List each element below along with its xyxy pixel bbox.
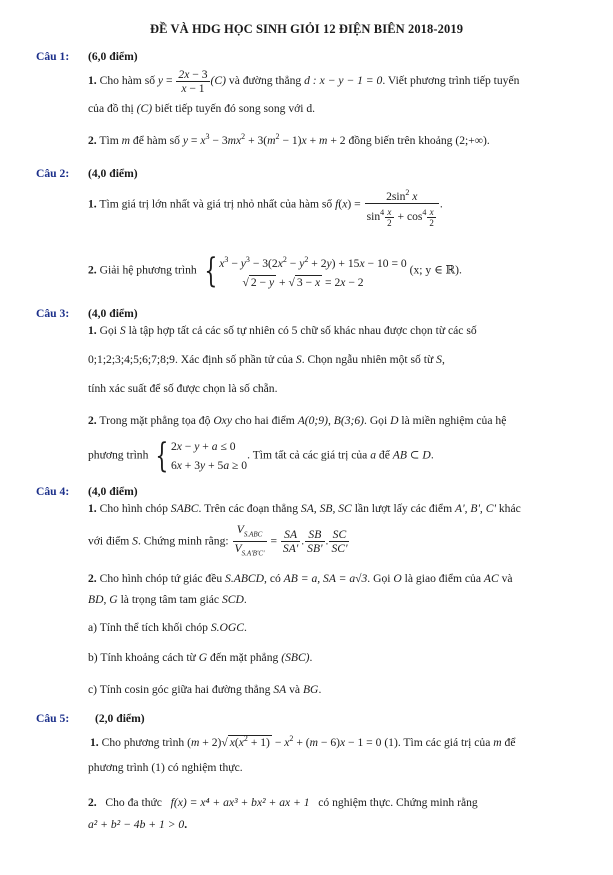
q4-part2b: b) Tính khoảng cách từ G đến mặt phẳng (SBC).: [88, 651, 313, 664]
question-points-3: (4,0 điểm): [88, 307, 138, 320]
q2-part2: 2. Giải hệ phương trình { $x^3 - y^3 - 3(2x^2 - y^2 + 2y) + 15x - 10 = 0$ √ 2 − y + √ 3 − x = 2x − 2 (x; y ∈ ℝ).: [88, 250, 462, 291]
question-points-1: (6,0 điểm): [88, 50, 138, 63]
fraction: $\frac{SB}{SB'}$: [307, 528, 323, 556]
q3-part1-line1: 1. Gọi S là tập hợp tất cả các số tự nhiên có 5 chữ số khác nhau được chọn từ các số: [88, 324, 477, 337]
q1-part1-line1: 1. Cho hàm số y = $\frac{2x - 3}{x - 1}$ (C) và đường thẳng d : x − y − 1 = 0. Viết phương trình tiếp tuyến: [88, 68, 520, 95]
fraction: $\frac{SC}{SC'}$: [331, 528, 348, 556]
left-brace: {: [155, 436, 169, 476]
q4-part2c: c) Tính cosin góc giữa hai đường thẳng SA và BG.: [88, 683, 322, 696]
fraction: $\frac{2x - 3}{x - 1}$: [178, 68, 208, 95]
q5-part2-line2: a² + b² − 4b + 1 > 0.: [88, 818, 188, 831]
q3-part2-line1: 2. Trong mặt phẳng tọa độ Oxy cho hai điểm A(0;9), B(3;6). Gọi D là miền nghiệm của hệ: [88, 414, 507, 427]
q5-part1-line1: 1. Cho phương trình (m + 2)√ $x(x^2 + 1) - x^2 + (m - 6)x - 1 = 0$ (1). Tìm các giá trị của m để: [90, 734, 516, 749]
left-brace: {: [203, 250, 217, 291]
q1-part2: 2. Tìm m để hàm số $y = x^3 - 3mx^2 + 3(m^2 - 1)x + m + 2$ đồng biến trên khoảng (2;+∞).: [88, 132, 490, 147]
fraction: $\frac{SA}{SA'}$: [282, 528, 299, 556]
question-label-1: Câu 1:: [36, 50, 70, 63]
equation-system: $x^3 - y^3 - 3(2x^2 - y^2 + 2y) + 15x - 10 = 0$ √ 2 − y + √ 3 − x = 2x − 2: [219, 255, 407, 289]
fraction: $2\sin^2$ x $\sin^4$ $\frac{x}{2}$ + $\cos^4$ $\frac{x}{2}$: [365, 186, 439, 228]
q5-part1-line2: phương trình (1) có nghiệm thực.: [88, 761, 243, 774]
q4-part2-line2: BD, G là trọng tâm tam giác SCD.: [88, 593, 247, 606]
q4-part2a: a) Tính thể tích khối chóp S.OGC.: [88, 621, 247, 634]
question-label-5: Câu 5:: [36, 712, 70, 725]
question-label-2: Câu 2:: [36, 167, 70, 180]
q1-part1-line2: của đồ thị (C) biết tiếp tuyến đó song song với d.: [88, 102, 316, 115]
q2-part1: 1. Tìm giá trị lớn nhất và giá trị nhỏ nhất của hàm số f(x) = $2\sin^2$ x $\sin^4$ $\frac{x}{2}$ + $\cos^4$ $\frac{x}{2}$ .: [88, 188, 443, 228]
inequality-system: 2x − y + a ≤ 0 6x + 3y + 5a ≥ 0: [170, 440, 248, 472]
question-points-5: (2,0 điểm): [95, 712, 145, 725]
question-points-2: (4,0 điểm): [88, 167, 138, 180]
page-title: ĐỀ VÀ HDG HỌC SINH GIỎI 12 ĐIỆN BIÊN 2018-2019: [149, 22, 464, 36]
question-points-4: (4,0 điểm): [88, 485, 138, 498]
q3-part1-line2: 0;1;2;3;4;5;6;7;8;9. Xác định số phần tử của S. Chọn ngẫu nhiên một số từ S,: [88, 353, 445, 366]
fraction: $\frac{V_{S.ABC}}{V_{S.A'B'C'}}$: [234, 523, 265, 558]
q4-part1-line1: 1. Cho hình chóp SABC. Trên các đoạn thẳng SA, SB, SC lần lượt lấy các điểm A', B', C' khác: [88, 502, 521, 515]
q4-part1-line2: với điểm S. Chứng minh rằng: $\frac{V_{S.ABC}}{V_{S.A'B'C'}}$ = $\frac{SA}{SA'}$ . $\frac{SB}{SB'}$ . $\frac{SC}{SC'}$: [88, 523, 350, 561]
q4-part2-line1: 2. Cho hình chóp tứ giác đều S.ABCD, có AB = a, SA = a√3. Gọi O là giao điểm của AC và: [88, 572, 513, 585]
question-label-4: Câu 4:: [36, 485, 70, 498]
q3-part2-line2: phương trình {2x − y + a ≤ 0 6x + 3y + 5a ≥ 0. Tìm tất cả các giá trị của a để AB ⊂ D.: [88, 436, 434, 476]
question-label-3: Câu 3:: [36, 307, 70, 320]
q5-part2-line1: 2. Cho đa thức f(x) = x⁴ + ax³ + bx² + ax + 1 có nghiệm thực. Chứng minh rằng: [88, 796, 478, 809]
q3-part1-line3: tính xác suất để số được chọn là số chẵn.: [88, 382, 278, 395]
